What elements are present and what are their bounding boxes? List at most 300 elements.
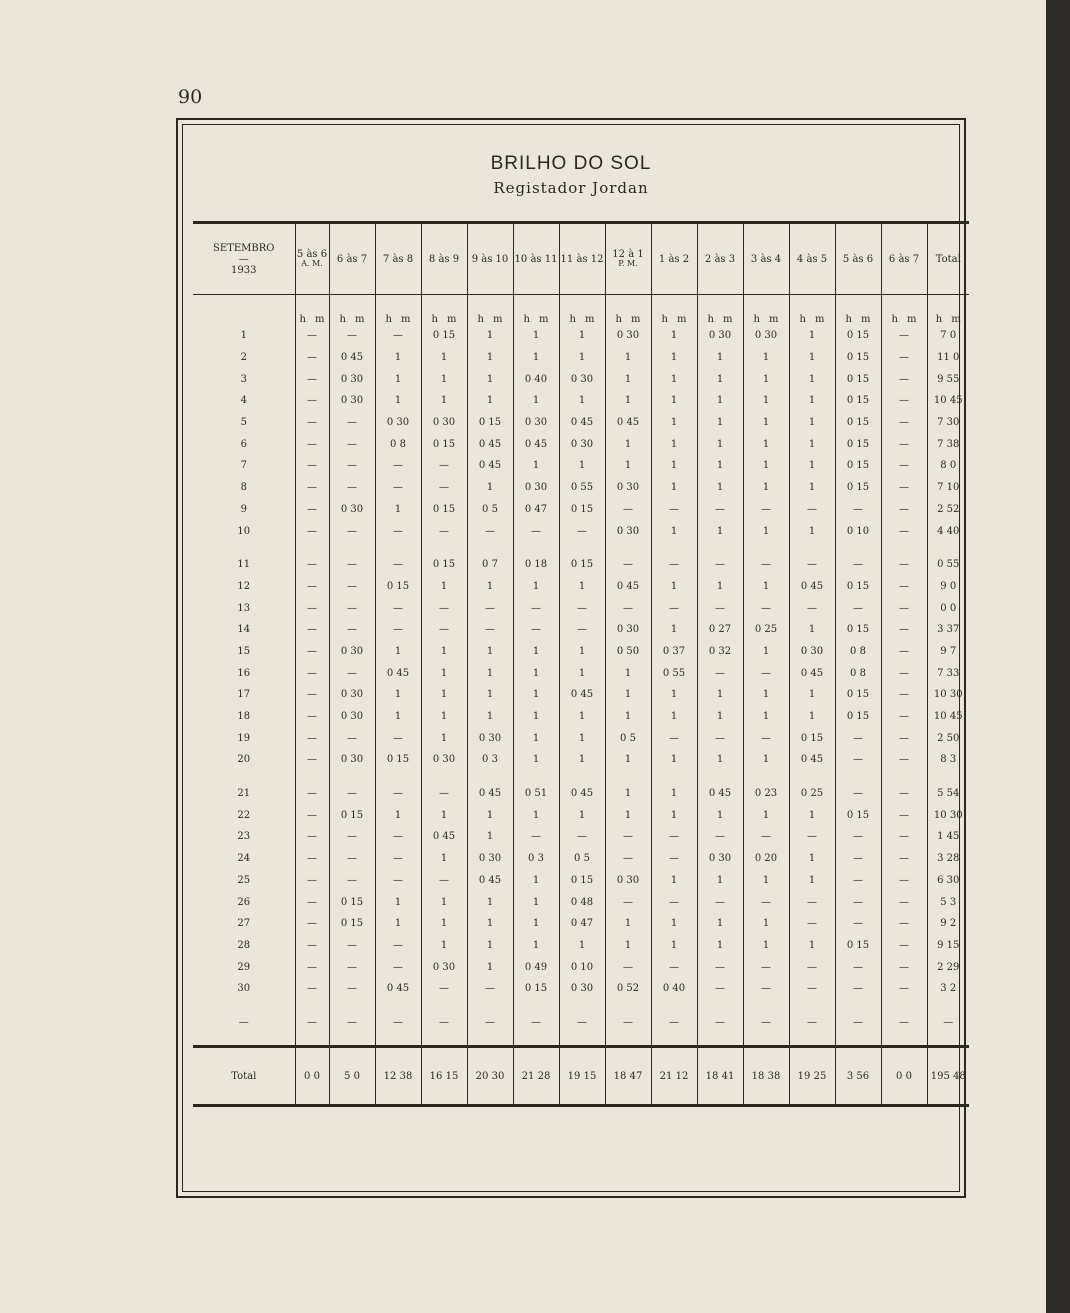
table-cell: 0 15 <box>329 913 375 935</box>
table-cell: 1 <box>651 412 697 434</box>
table-row <box>193 662 969 684</box>
table-cell <box>651 1000 697 1012</box>
day-cell: 5 <box>240 417 247 429</box>
table-cell: — <box>421 477 467 499</box>
table-cell: — <box>559 520 605 542</box>
column-header-label: 9 às 10 <box>471 253 509 265</box>
table-cell: 0 15 <box>835 368 881 390</box>
table-cell: — <box>881 477 927 499</box>
table-cell: 1 <box>467 477 513 499</box>
table-cell: — <box>835 848 881 870</box>
table-cell: 3 37 <box>927 619 969 641</box>
table-cell: — <box>329 783 375 805</box>
column-header-label: 6 às 7 <box>888 253 920 265</box>
table-cell: — <box>835 783 881 805</box>
table-cell: — <box>881 684 927 706</box>
table-cell: 0 15 <box>835 804 881 826</box>
table-cell <box>421 771 467 783</box>
table-cell: 1 <box>605 935 651 957</box>
table-cell: — <box>697 597 743 619</box>
table-cell: 11 0 <box>927 347 969 369</box>
table-cell: — <box>295 455 329 477</box>
table-cell: — <box>605 848 651 870</box>
table-cell: 0 15 <box>789 727 835 749</box>
table-cell: 1 <box>375 804 421 826</box>
table-cell: 1 <box>697 433 743 455</box>
table-cell: 1 <box>513 804 559 826</box>
table-cell: 0 51 <box>513 783 559 805</box>
table-cell: 0 5 <box>559 848 605 870</box>
table-cell: — <box>789 554 835 576</box>
table-cell: 1 <box>421 662 467 684</box>
table-cell: — <box>295 412 329 434</box>
table-cell: — <box>881 347 927 369</box>
table-cell: 0 15 <box>835 684 881 706</box>
column-header <box>651 223 697 295</box>
table-cell: 0 30 <box>375 412 421 434</box>
table-cell: — <box>605 826 651 848</box>
table-cell: — <box>835 913 881 935</box>
table-cell: — <box>421 783 467 805</box>
table-cell: 0 30 <box>559 433 605 455</box>
table-cell: 1 <box>697 935 743 957</box>
table-cell: — <box>743 499 789 521</box>
table-cell: — <box>295 804 329 826</box>
table-cell: 1 <box>697 913 743 935</box>
table-cell: 0 8 <box>375 433 421 455</box>
day-cell: 9 <box>240 503 247 515</box>
table-cell: 1 <box>605 749 651 771</box>
table-cell: 0 45 <box>467 783 513 805</box>
table-cell: 0 55 <box>651 662 697 684</box>
table-cell: 1 <box>605 347 651 369</box>
table-cell: 1 <box>421 706 467 728</box>
table-cell: 1 <box>513 749 559 771</box>
table-cell: 1 <box>697 347 743 369</box>
table-cell <box>421 542 467 554</box>
table-cell: 1 <box>697 368 743 390</box>
table-cell: — <box>559 619 605 641</box>
table-cell: — <box>881 619 927 641</box>
table-row <box>193 684 969 706</box>
table-cell: — <box>421 597 467 619</box>
table-cell: — <box>881 520 927 542</box>
table-cell: 1 <box>651 935 697 957</box>
column-header <box>421 223 467 295</box>
table-cell: — <box>295 978 329 1000</box>
table-cell: 1 <box>697 706 743 728</box>
table-cell <box>743 771 789 783</box>
table-cell: 0 45 <box>421 826 467 848</box>
table-cell: 1 <box>421 684 467 706</box>
day-cell: 8 <box>240 482 247 494</box>
table-cell: 0 15 <box>835 477 881 499</box>
table-cell: — <box>743 662 789 684</box>
table-cell: — <box>881 576 927 598</box>
table-cell: 5 54 <box>927 783 969 805</box>
table-cell: 1 <box>513 662 559 684</box>
units-cell: h m <box>835 295 881 326</box>
table-cell: 1 <box>467 641 513 663</box>
table-row <box>193 913 969 935</box>
table-cell: 1 <box>421 368 467 390</box>
table-cell: — <box>295 891 329 913</box>
units-cell: h m <box>421 295 467 326</box>
table-cell: 0 30 <box>329 684 375 706</box>
table-cell: 1 <box>375 641 421 663</box>
table-cell: 1 <box>743 749 789 771</box>
table-cell: — <box>421 619 467 641</box>
table-cell: 1 <box>789 804 835 826</box>
table-cell: — <box>295 619 329 641</box>
day-cell: 20 <box>237 754 251 766</box>
table-cell: 1 <box>743 706 789 728</box>
table-cell: 1 <box>513 891 559 913</box>
table-cell: — <box>743 597 789 619</box>
table-cell: 7 10 <box>927 477 969 499</box>
table-cell: — <box>881 826 927 848</box>
column-header-label: Total <box>935 253 961 265</box>
table-row <box>193 347 969 369</box>
table-cell: 0 45 <box>467 433 513 455</box>
column-header-label: 8 às 9 <box>428 253 460 265</box>
table-cell: — <box>881 641 927 663</box>
table-cell: — <box>881 706 927 728</box>
table-cell <box>789 1033 835 1047</box>
table-cell: — <box>881 455 927 477</box>
table-cell <box>295 1000 329 1012</box>
units-cell: h m <box>881 295 927 326</box>
month-header <box>193 223 295 295</box>
table-cell: 1 <box>513 870 559 892</box>
total-cell: 195 48 <box>927 1047 969 1106</box>
table-cell: 1 <box>467 347 513 369</box>
table-cell <box>881 1000 927 1012</box>
table-cell: — <box>881 891 927 913</box>
table-cell: — <box>329 412 375 434</box>
table-cell: — <box>559 597 605 619</box>
table-cell: 1 <box>513 325 559 347</box>
table-cell: 1 <box>375 891 421 913</box>
table-cell: — <box>513 597 559 619</box>
table-cell: 1 <box>467 390 513 412</box>
total-cell: 5 0 <box>329 1047 375 1106</box>
table-cell: — <box>789 913 835 935</box>
column-header-sub: P. M. <box>618 259 638 269</box>
table-cell: 0 15 <box>375 576 421 598</box>
table-cell: 0 30 <box>329 706 375 728</box>
table-cell: — <box>329 935 375 957</box>
day-cell: 28 <box>237 939 251 951</box>
table-cell: 0 49 <box>513 956 559 978</box>
table-cell: 1 45 <box>927 826 969 848</box>
table-cell: 1 <box>375 368 421 390</box>
table-cell: 1 <box>743 455 789 477</box>
table-cell: — <box>375 848 421 870</box>
table-cell: 9 7 <box>927 641 969 663</box>
table-cell <box>927 542 969 554</box>
table-cell: 0 8 <box>835 641 881 663</box>
table-cell <box>513 1033 559 1047</box>
table-row <box>193 935 969 957</box>
page-number: 90 <box>178 86 203 108</box>
table-cell: — <box>697 978 743 1000</box>
table-cell: — <box>329 662 375 684</box>
table-row <box>193 520 969 542</box>
table-cell: 10 30 <box>927 684 969 706</box>
total-cell: 0 0 <box>295 1047 329 1106</box>
table-cell: — <box>421 1012 467 1034</box>
column-header <box>835 223 881 295</box>
table-cell: — <box>467 978 513 1000</box>
table-cell: 7 33 <box>927 662 969 684</box>
day-cell: 19 <box>237 732 251 744</box>
table-cell: 0 30 <box>513 412 559 434</box>
table-cell: 0 45 <box>789 576 835 598</box>
table-title: BRILHO DO SOL <box>490 153 652 174</box>
table-cell: 1 <box>605 433 651 455</box>
units-cell: h m <box>559 295 605 326</box>
table-cell: — <box>835 749 881 771</box>
table-cell <box>605 771 651 783</box>
table-cell: 1 <box>743 477 789 499</box>
table-cell: — <box>743 891 789 913</box>
table-cell: 10 45 <box>927 390 969 412</box>
table-cell: 1 <box>421 641 467 663</box>
table-cell <box>881 1033 927 1047</box>
table-cell: 0 15 <box>513 978 559 1000</box>
table-cell <box>697 771 743 783</box>
units-cell: h m <box>697 295 743 326</box>
table-cell: 0 45 <box>513 433 559 455</box>
month-dash: — <box>238 253 249 265</box>
table-cell: 0 30 <box>559 978 605 1000</box>
day-cell: 24 <box>237 853 251 865</box>
table-cell <box>513 771 559 783</box>
table-cell: 1 <box>467 576 513 598</box>
total-cell: 21 28 <box>513 1047 559 1106</box>
table-cell: 0 18 <box>513 554 559 576</box>
table-row <box>193 978 969 1000</box>
table-cell: 1 <box>651 455 697 477</box>
total-row <box>193 1047 969 1106</box>
table-cell <box>881 542 927 554</box>
month-label: SETEMBRO <box>213 242 275 254</box>
table-cell: 1 <box>513 390 559 412</box>
table-row <box>193 412 969 434</box>
table-cell: 0 15 <box>835 576 881 598</box>
page-edge <box>1046 0 1070 1313</box>
table-cell: 0 55 <box>927 554 969 576</box>
table-cell: 0 45 <box>467 455 513 477</box>
table-row <box>193 1012 969 1034</box>
table-cell: 1 <box>467 368 513 390</box>
table-cell: 1 <box>743 804 789 826</box>
table-cell: — <box>375 520 421 542</box>
table-cell: — <box>295 826 329 848</box>
table-cell: — <box>789 1012 835 1034</box>
table-cell <box>789 542 835 554</box>
table-row <box>193 826 969 848</box>
table-cell: 0 15 <box>835 935 881 957</box>
table-cell <box>697 1033 743 1047</box>
table-cell: — <box>697 956 743 978</box>
spacer-row <box>193 542 969 554</box>
table-cell: — <box>329 597 375 619</box>
table-cell <box>467 1000 513 1012</box>
day-cell: 2 <box>240 352 247 364</box>
table-cell: 0 15 <box>467 412 513 434</box>
table-row <box>193 891 969 913</box>
table-cell: 1 <box>743 368 789 390</box>
table-cell: 1 <box>743 684 789 706</box>
units-cell: h m <box>375 295 421 326</box>
table-cell: — <box>881 499 927 521</box>
table-row <box>193 390 969 412</box>
table-cell: — <box>697 554 743 576</box>
table-cell: 0 15 <box>329 804 375 826</box>
table-cell: — <box>295 368 329 390</box>
table-cell: 1 <box>743 347 789 369</box>
table-cell: 0 30 <box>421 956 467 978</box>
table-cell: 4 40 <box>927 520 969 542</box>
table-cell: — <box>605 597 651 619</box>
table-cell <box>881 771 927 783</box>
column-header-label: 5 às 6 <box>296 249 328 261</box>
table-cell: — <box>329 477 375 499</box>
table-cell: — <box>375 325 421 347</box>
table-cell <box>559 771 605 783</box>
table-cell: 1 <box>421 347 467 369</box>
table-cell: 0 7 <box>467 554 513 576</box>
table-cell: 0 15 <box>835 347 881 369</box>
units-cell: h m <box>295 295 329 326</box>
day-cell: 1 <box>240 330 247 342</box>
table-cell <box>375 771 421 783</box>
column-header-label: 11 às 12 <box>560 253 604 265</box>
table-cell: — <box>295 347 329 369</box>
table-cell: 9 55 <box>927 368 969 390</box>
table-cell: 1 <box>697 870 743 892</box>
table-cell: — <box>467 1012 513 1034</box>
table-cell: — <box>295 662 329 684</box>
table-cell: — <box>881 783 927 805</box>
column-header <box>375 223 421 295</box>
table-cell: — <box>743 956 789 978</box>
table-cell: 0 45 <box>697 783 743 805</box>
table-cell: — <box>651 727 697 749</box>
total-cell: 18 41 <box>697 1047 743 1106</box>
table-cell: 10 30 <box>927 804 969 826</box>
table-cell: — <box>881 870 927 892</box>
table-row <box>193 576 969 598</box>
table-cell: 0 45 <box>789 662 835 684</box>
units-cell: h m <box>605 295 651 326</box>
table-cell: 1 <box>559 390 605 412</box>
table-cell <box>467 542 513 554</box>
table-row <box>193 783 969 805</box>
table-cell: — <box>835 870 881 892</box>
table-cell: 8 0 <box>927 455 969 477</box>
table-cell <box>927 771 969 783</box>
table-cell: 0 45 <box>559 684 605 706</box>
table-cell: 0 30 <box>697 848 743 870</box>
table-cell: — <box>329 576 375 598</box>
day-cell: 12 <box>237 580 251 592</box>
table-cell: 0 10 <box>835 520 881 542</box>
table-cell: 0 15 <box>835 412 881 434</box>
total-cell: 21 12 <box>651 1047 697 1106</box>
table-cell: 1 <box>651 477 697 499</box>
table-cell: 1 <box>651 749 697 771</box>
table-cell: — <box>375 783 421 805</box>
table-cell: 0 30 <box>605 870 651 892</box>
table-cell: — <box>881 554 927 576</box>
table-cell: 9 15 <box>927 935 969 957</box>
table-cell: — <box>651 956 697 978</box>
table-cell: 5 3 <box>927 891 969 913</box>
table-row <box>193 804 969 826</box>
table-cell: 1 <box>605 390 651 412</box>
table-cell: 1 <box>789 412 835 434</box>
table-cell: — <box>295 783 329 805</box>
table-cell: — <box>467 520 513 542</box>
table-cell: 3 28 <box>927 848 969 870</box>
table-cell: 0 30 <box>513 477 559 499</box>
column-header-sub: A. M. <box>301 259 323 269</box>
spacer-row <box>193 1033 969 1047</box>
table-cell: 0 45 <box>605 412 651 434</box>
table-cell: — <box>881 662 927 684</box>
table-cell: — <box>835 826 881 848</box>
table-subtitle: Registador Jordan <box>493 179 649 197</box>
table-cell: — <box>375 727 421 749</box>
table-cell <box>789 1000 835 1012</box>
day-cell: 21 <box>237 788 251 800</box>
table-cell: — <box>697 1012 743 1034</box>
table-cell: 1 <box>789 390 835 412</box>
table-cell: 0 5 <box>467 499 513 521</box>
table-cell: — <box>295 520 329 542</box>
table-cell: 0 30 <box>421 749 467 771</box>
table-cell: 0 15 <box>421 433 467 455</box>
table-cell: — <box>329 554 375 576</box>
table-cell: 0 48 <box>559 891 605 913</box>
table-cell: — <box>467 619 513 641</box>
table-row <box>193 455 969 477</box>
table-cell: — <box>295 684 329 706</box>
table-cell: 0 15 <box>835 433 881 455</box>
table-row <box>193 641 969 663</box>
table-cell: — <box>789 826 835 848</box>
table-cell: 2 50 <box>927 727 969 749</box>
table-frame-inner <box>182 124 966 1192</box>
table-cell: — <box>295 433 329 455</box>
table-cell: — <box>835 1012 881 1034</box>
table-cell: 10 45 <box>927 706 969 728</box>
table-cell: 7 38 <box>927 433 969 455</box>
table-cell: 1 <box>697 390 743 412</box>
table-cell: — <box>421 455 467 477</box>
table-cell: 1 <box>697 576 743 598</box>
table-cell: 1 <box>559 804 605 826</box>
table-cell: 0 15 <box>559 499 605 521</box>
table-cell: — <box>295 956 329 978</box>
units-cell: h m <box>467 295 513 326</box>
table-cell: — <box>295 848 329 870</box>
table-cell: — <box>375 597 421 619</box>
table-cell: — <box>375 619 421 641</box>
